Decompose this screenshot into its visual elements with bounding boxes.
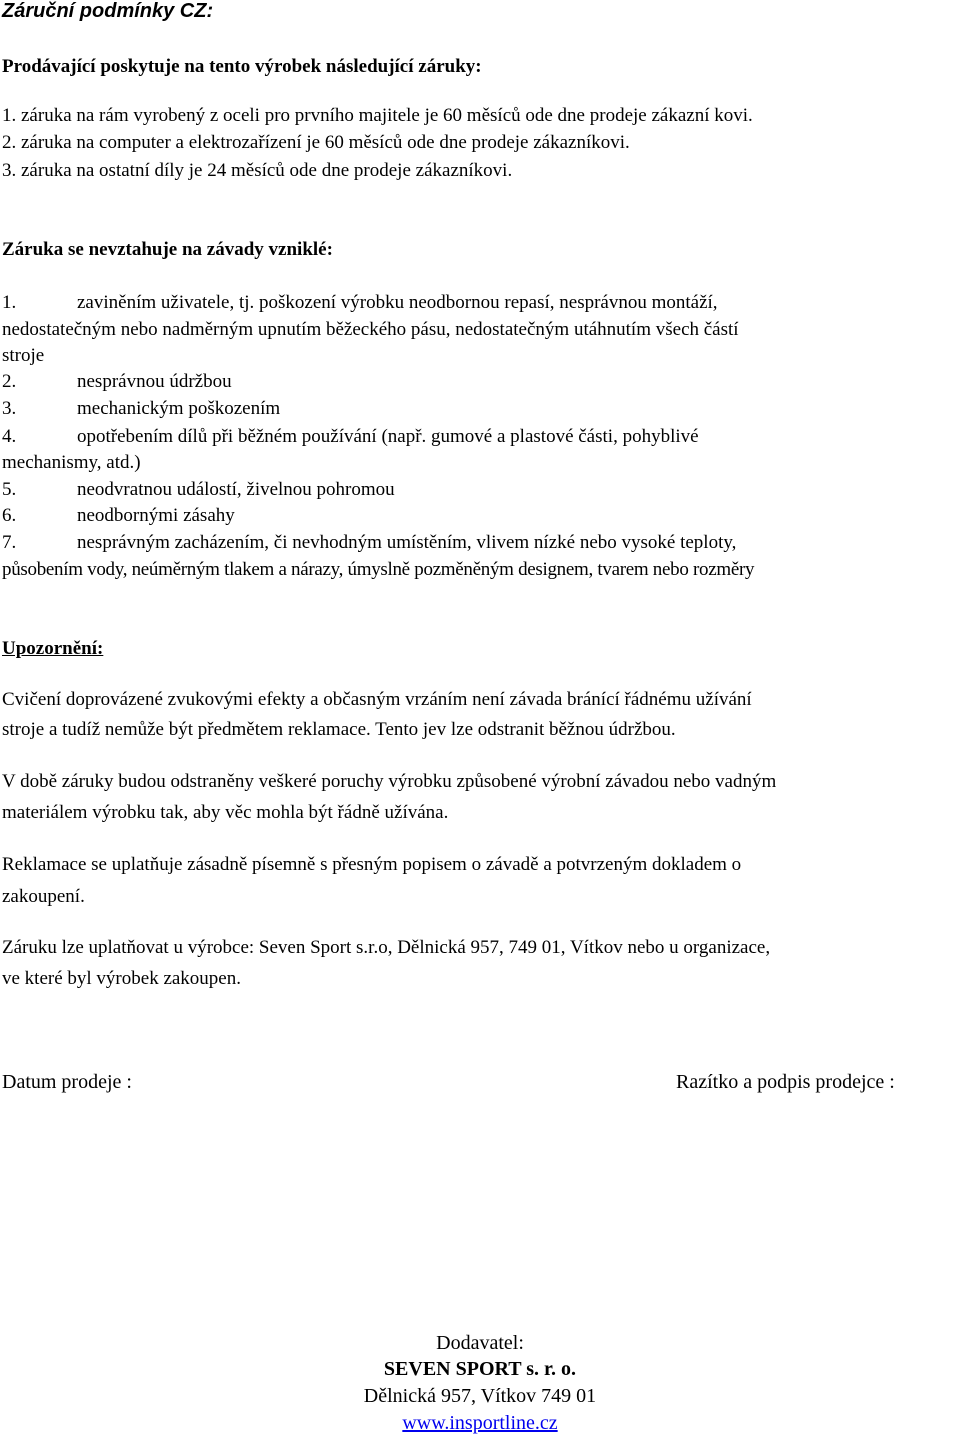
- exclusion-number: 6.: [2, 505, 17, 526]
- exclusions-heading: Záruka se nevztahuje na závady vzniklé:: [2, 239, 333, 260]
- supplier-address: Dělnická 957, Vítkov 749 01: [363, 1385, 597, 1407]
- exclusion-item-6: [2, 505, 235, 527]
- exclusion-item-1-continued: nedostatečným nebo nadměrným upnutím běžeckého pásu, nedostatečným utáhnutím všech částí: [2, 319, 739, 340]
- exclusion-item-1: [2, 292, 718, 314]
- exclusion-item-4: [2, 426, 699, 448]
- exclusion-item-7-continued: působením vody, neúměrným tlakem a nárazy, úmyslně pozměněným designem, tvarem nebo rozměry: [2, 559, 755, 580]
- exclusion-text: mechanickým poškozením: [77, 398, 281, 419]
- exclusion-item-5: [2, 479, 395, 501]
- website-link[interactable]: www.insportline.cz: [402, 1412, 558, 1434]
- intro-heading: Prodávající poskytuje na tento výrobek následující záruky:: [2, 56, 482, 77]
- notice-paragraph-1-line-2: stroje a tudíž nemůže být předmětem reklamace. Tento jev lze odstranit běžnou údržbou.: [2, 719, 676, 740]
- notice-paragraph-2-line-2: materiálem výrobku tak, aby věc mohla být řádně užívána.: [2, 802, 449, 823]
- exclusion-text: opotřebením dílů při běžném používání (např. gumové a plastové části, pohyblivé: [77, 426, 699, 447]
- exclusion-number: 5.: [2, 479, 17, 500]
- notice-paragraph-1-line-1: Cvičení doprovázené zvukovými efekty a občasným vrzáním není závada bránící řádnému užívání: [2, 689, 752, 710]
- warranty-item-1: 1. záruka na rám vyrobený z oceli pro prvního majitele je 60 měsíců ode dne prodeje zákazní kovi.: [2, 105, 753, 126]
- supplier-name: SEVEN SPORT s. r. o.: [383, 1358, 577, 1380]
- exclusion-item-1-end: stroje: [2, 345, 45, 366]
- stamp-signature-label: Razítko a podpis prodejce :: [676, 1071, 895, 1093]
- exclusion-number: 3.: [2, 398, 17, 419]
- exclusion-number: 1.: [2, 292, 17, 313]
- warranty-item-2: 2. záruka na computer a elektrozařízení je 60 měsíců ode dne prodeje zákazníkovi.: [2, 132, 630, 153]
- exclusion-item-2: [2, 371, 232, 393]
- exclusion-text: nesprávnou údržbou: [77, 371, 232, 392]
- notice-paragraph-4-line-1: Záruku lze uplatňovat u výrobce: Seven Sport s.r.o, Dělnická 957, 749 01, Vítkov nebo u organizace,: [2, 937, 771, 958]
- supplier-website: [300, 1412, 660, 1435]
- notice-paragraph-2-line-1: V době záruky budou odstraněny veškeré poruchy výrobku způsobené výrobní závadou nebo vadným: [2, 771, 777, 792]
- notice-paragraph-3-line-1: Reklamace se uplatňuje zásadně písemně s přesným popisem o závadě a potvrzeným dokladem o: [2, 854, 742, 875]
- exclusion-item-4-continued: mechanismy, atd.): [2, 452, 141, 473]
- supplier-label: Dodavatel:: [436, 1332, 524, 1354]
- exclusion-text: nesprávným zacházením, či nevhodným umístěním, vlivem nízké nebo vysoké teploty,: [77, 532, 737, 553]
- notice-paragraph-4-line-2: ve které byl výrobek zakoupen.: [2, 968, 241, 989]
- page-title: Záruční podmínky CZ:: [2, 0, 214, 22]
- exclusion-number: 4.: [2, 426, 17, 447]
- exclusion-text: neodbornými zásahy: [77, 505, 235, 526]
- notice-heading: Upozornění:: [2, 638, 104, 659]
- exclusion-text: neodvratnou událostí, živelnou pohromou: [77, 479, 395, 500]
- warranty-item-3: 3. záruka na ostatní díly je 24 měsíců ode dne prodeje zákazníkovi.: [2, 160, 513, 181]
- exclusion-text: zaviněním uživatele, tj. poškození výrobku neodbornou repasí, nesprávnou montáží,: [77, 292, 718, 313]
- date-of-sale-label: Datum prodeje :: [2, 1071, 132, 1093]
- exclusion-item-3: [2, 398, 280, 420]
- exclusion-item-7: [2, 532, 736, 554]
- exclusion-number: 2.: [2, 371, 17, 392]
- exclusion-number: 7.: [2, 532, 17, 553]
- notice-paragraph-3-line-2: zakoupení.: [2, 886, 85, 907]
